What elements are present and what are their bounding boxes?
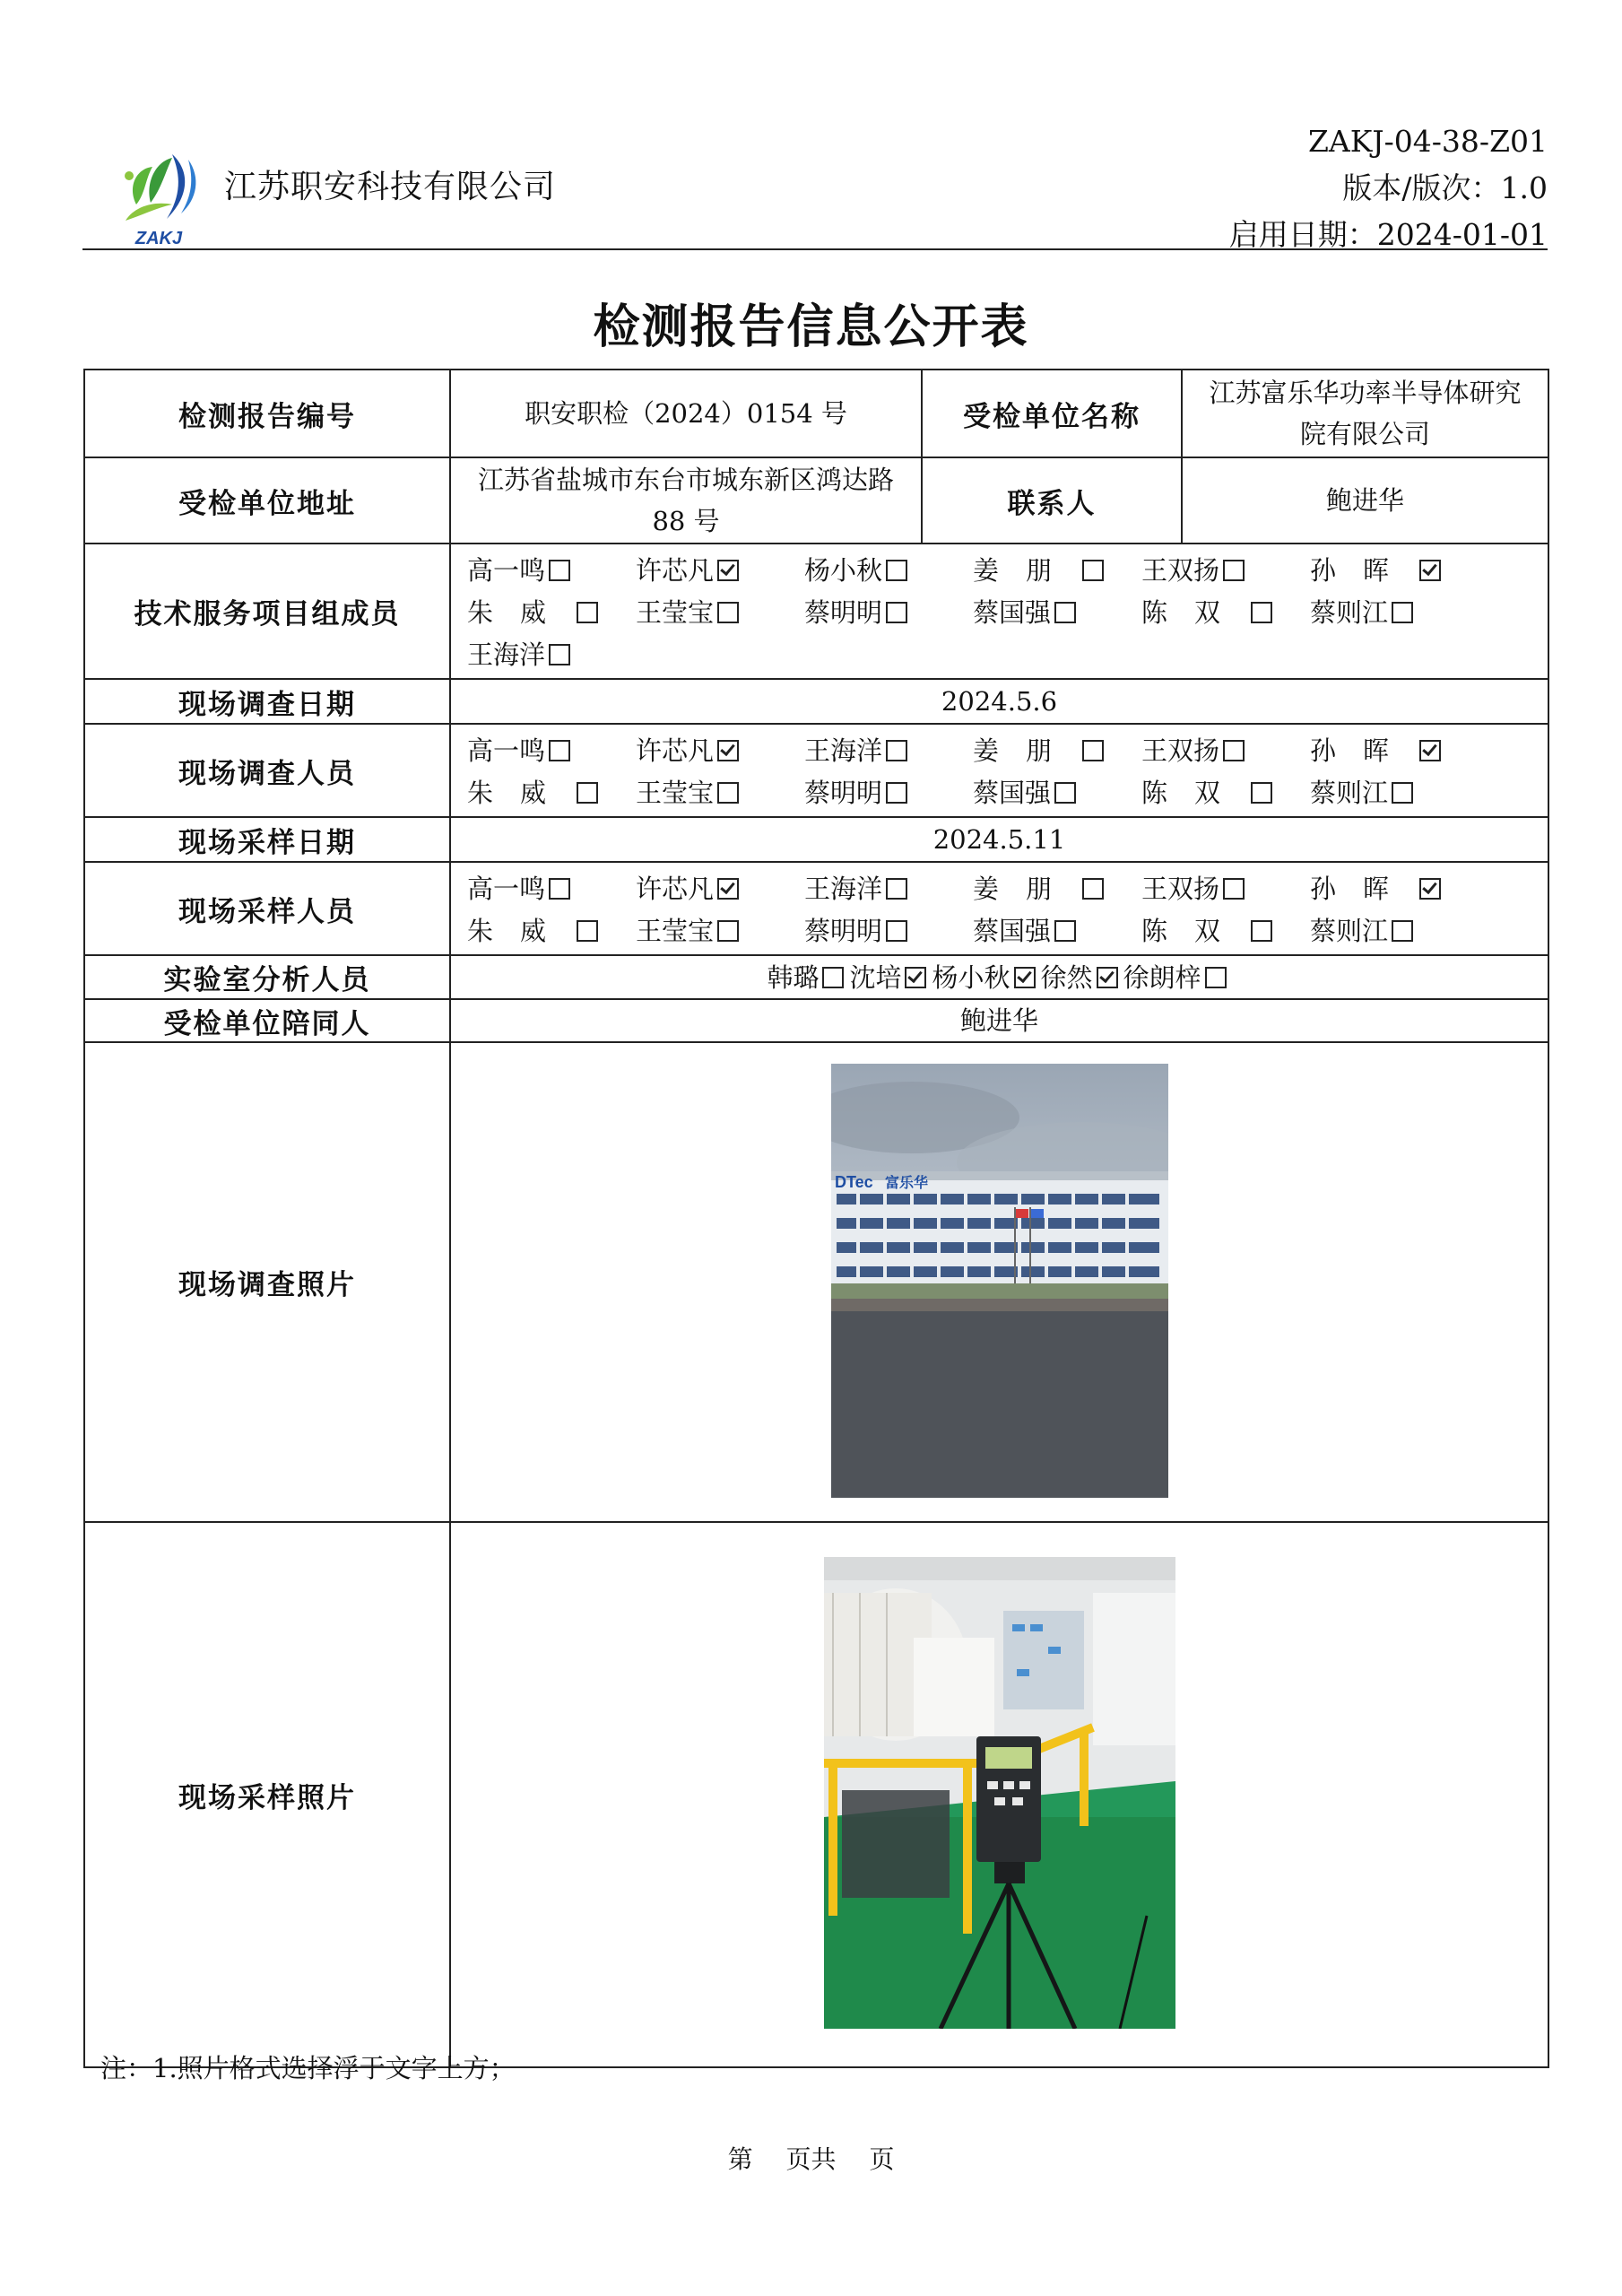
company-logo	[109, 142, 208, 249]
checkbox-unchecked[interactable]	[1251, 602, 1272, 623]
member-item	[1141, 551, 1310, 587]
checkbox-unchecked[interactable]	[1082, 740, 1104, 761]
member-item	[804, 911, 973, 948]
checkbox-unchecked[interactable]	[1223, 878, 1245, 900]
member-name: 陈双	[1141, 778, 1248, 808]
checkbox-unchecked[interactable]	[886, 920, 907, 942]
address-label: 受检单位地址	[84, 457, 450, 544]
page-suffix: 页	[869, 2144, 895, 2174]
checkbox-unchecked[interactable]	[1054, 782, 1076, 804]
member-item	[973, 731, 1141, 768]
table-row	[84, 544, 1548, 679]
member-row	[467, 590, 1548, 632]
doc-code: ZAKJ-04-38-Z01	[1308, 124, 1548, 159]
member-item	[973, 869, 1141, 906]
checkbox-unchecked[interactable]	[886, 740, 907, 761]
member-item	[467, 593, 636, 630]
member-item	[804, 551, 973, 587]
checkbox-unchecked[interactable]	[1205, 967, 1227, 988]
member-item	[1310, 731, 1479, 768]
member-name: 韩璐	[767, 961, 820, 993]
sampling-date-label: 现场采样日期	[84, 817, 450, 862]
member-item	[1141, 773, 1310, 810]
member-item	[1310, 869, 1479, 906]
member-name: 王双扬	[1141, 874, 1220, 904]
checkbox-unchecked[interactable]	[1223, 740, 1245, 761]
member-item	[636, 593, 804, 630]
lab-staff-label: 实验室分析人员	[84, 955, 450, 999]
member-item	[636, 911, 804, 948]
checkbox-checked[interactable]	[1419, 740, 1441, 761]
member-item	[467, 869, 636, 906]
member-item	[1141, 731, 1310, 768]
member-name: 蔡明明	[804, 597, 883, 628]
member-name: 蔡国强	[973, 778, 1052, 808]
member-item	[973, 773, 1141, 810]
checkbox-checked[interactable]	[717, 878, 739, 900]
doc-effective-date: 启用日期：2024-01-01	[1228, 217, 1548, 252]
sampling-staff-members	[450, 862, 1548, 955]
table-row	[84, 679, 1548, 724]
doc-version: 版本/版次：1.0	[1342, 170, 1548, 205]
table-row	[84, 955, 1548, 999]
company-name: 江苏职安科技有限公司	[224, 169, 557, 205]
team-label: 技术服务项目组成员	[84, 544, 450, 679]
contact-label: 联系人	[922, 457, 1182, 544]
checkbox-checked[interactable]	[1419, 560, 1441, 581]
company-value: 江苏富乐华功率半导体研究院有限公司	[1182, 370, 1548, 457]
member-name: 王海洋	[804, 874, 883, 904]
checkbox-checked[interactable]	[717, 740, 739, 761]
member-name: 王莹宝	[636, 916, 715, 946]
member-name: 蔡国强	[973, 916, 1052, 946]
checkbox-checked[interactable]	[905, 967, 926, 988]
address-value: 江苏省盐城市东台市城东新区鸿达路 88 号	[450, 457, 922, 544]
member-item	[636, 731, 804, 768]
checkbox-unchecked[interactable]	[822, 967, 844, 988]
member-name: 姜朋	[973, 555, 1080, 586]
checkbox-checked[interactable]	[717, 560, 739, 581]
member-item	[636, 551, 804, 587]
member-item	[1310, 773, 1479, 810]
member-name: 高一鸣	[467, 874, 546, 904]
member-row	[467, 909, 1548, 951]
member-item	[804, 869, 973, 906]
checkbox-unchecked[interactable]	[577, 782, 598, 804]
table-row	[84, 862, 1548, 955]
member-name: 蔡则江	[1310, 597, 1389, 628]
team-members	[450, 544, 1548, 679]
member-name: 蔡明明	[804, 916, 883, 946]
checkbox-unchecked[interactable]	[886, 878, 907, 900]
sampling-photo-label: 现场采样照片	[84, 1522, 450, 2067]
member-item	[467, 635, 636, 672]
member-name: 王海洋	[467, 639, 546, 670]
checkbox-checked[interactable]	[1014, 967, 1036, 988]
member-name: 孙晖	[1310, 555, 1417, 586]
member-name: 王双扬	[1141, 555, 1220, 586]
table-row	[84, 370, 1548, 457]
checkbox-unchecked[interactable]	[1223, 560, 1245, 581]
table-row	[84, 1042, 1548, 1522]
member-item	[804, 731, 973, 768]
checkbox-unchecked[interactable]	[1054, 602, 1076, 623]
sampling-photo-cell	[450, 1522, 1548, 2067]
checkbox-unchecked[interactable]	[717, 920, 739, 942]
table-row	[84, 457, 1548, 544]
member-item	[467, 773, 636, 810]
member-name: 沈培	[849, 961, 902, 993]
survey-date-label: 现场调查日期	[84, 679, 450, 724]
member-name: 陈双	[1141, 916, 1248, 946]
member-name: 朱威	[467, 778, 574, 808]
member-row	[467, 632, 1548, 674]
member-item	[1310, 911, 1479, 948]
member-name: 高一鸣	[467, 555, 546, 586]
sampling-photo	[824, 1557, 1175, 2029]
logo-text: ZAKJ	[134, 229, 183, 248]
member-item	[849, 962, 926, 993]
member-name: 蔡明明	[804, 778, 883, 808]
escort-label: 受检单位陪同人	[84, 999, 450, 1042]
report-info-table	[83, 369, 1549, 2068]
member-name: 王莹宝	[636, 778, 715, 808]
table-row	[84, 1522, 1548, 2067]
member-name: 许芯凡	[636, 555, 715, 586]
member-name: 高一鸣	[467, 735, 546, 766]
member-name: 许芯凡	[636, 735, 715, 766]
member-name: 王双扬	[1141, 735, 1220, 766]
checkbox-unchecked[interactable]	[886, 602, 907, 623]
survey-staff-label: 现场调查人员	[84, 724, 450, 817]
member-name: 姜朋	[973, 874, 1080, 904]
member-item	[1141, 593, 1310, 630]
member-item	[804, 773, 973, 810]
checkbox-unchecked[interactable]	[886, 560, 907, 581]
member-item	[932, 962, 1035, 993]
page-header	[82, 117, 1548, 252]
checkbox-unchecked[interactable]	[549, 644, 570, 665]
checkbox-unchecked[interactable]	[1392, 782, 1413, 804]
member-item	[1310, 593, 1479, 630]
member-item	[973, 911, 1141, 948]
contact-value: 鲍进华	[1182, 457, 1548, 544]
survey-photo-label: 现场调查照片	[84, 1042, 450, 1522]
checkbox-unchecked[interactable]	[717, 602, 739, 623]
member-row	[467, 770, 1548, 813]
member-name: 王海洋	[804, 735, 883, 766]
member-item	[973, 551, 1141, 587]
member-name: 徐然	[1040, 961, 1093, 993]
checkbox-unchecked[interactable]	[886, 782, 907, 804]
member-item	[767, 962, 844, 993]
member-name: 杨小秋	[932, 961, 1010, 993]
member-name: 杨小秋	[804, 555, 883, 586]
member-item	[1141, 869, 1310, 906]
page-title: 检测报告信息公开表	[593, 300, 1029, 354]
member-item	[467, 731, 636, 768]
member-name: 朱威	[467, 916, 574, 946]
checkbox-unchecked[interactable]	[1082, 878, 1104, 900]
checkbox-unchecked[interactable]	[1082, 560, 1104, 581]
page-middle: 页共	[785, 2144, 837, 2174]
page-number	[0, 2140, 1622, 2176]
report-no-value: 职安职检（2024）0154 号	[450, 370, 922, 457]
member-item	[467, 551, 636, 587]
member-name: 蔡则江	[1310, 916, 1389, 946]
table-row	[84, 724, 1548, 817]
member-name: 朱威	[467, 597, 574, 628]
checkbox-checked[interactable]	[1419, 878, 1441, 900]
company-label: 受检单位名称	[922, 370, 1182, 457]
member-name: 蔡国强	[973, 597, 1052, 628]
report-no-label: 检测报告编号	[84, 370, 450, 457]
member-name: 徐朗梓	[1123, 961, 1201, 993]
member-row	[467, 866, 1548, 909]
member-item	[804, 593, 973, 630]
header-divider	[82, 248, 1548, 250]
svg-text:DTec: DTec	[834, 1172, 873, 1191]
member-name: 许芯凡	[636, 874, 715, 904]
checkbox-unchecked[interactable]	[549, 560, 570, 581]
member-item	[1123, 962, 1227, 993]
checkbox-unchecked[interactable]	[1392, 602, 1413, 623]
checkbox-unchecked[interactable]	[577, 602, 598, 623]
building-sign: 富乐华	[884, 1173, 928, 1191]
member-name: 姜朋	[973, 735, 1080, 766]
member-row	[467, 548, 1548, 590]
escort-value: 鲍进华	[450, 999, 1548, 1042]
survey-staff-members	[450, 724, 1548, 817]
checkbox-unchecked[interactable]	[549, 878, 570, 900]
member-item	[1141, 911, 1310, 948]
member-item	[1041, 962, 1118, 993]
checkbox-checked[interactable]	[1097, 967, 1118, 988]
checkbox-unchecked[interactable]	[1392, 920, 1413, 942]
member-item	[636, 869, 804, 906]
member-item	[1310, 551, 1479, 587]
member-name: 孙晖	[1310, 874, 1417, 904]
checkbox-unchecked[interactable]	[1054, 920, 1076, 942]
table-row	[84, 999, 1548, 1042]
member-item	[973, 593, 1141, 630]
checkbox-unchecked[interactable]	[1251, 782, 1272, 804]
member-name: 蔡则江	[1310, 778, 1389, 808]
survey-photo-cell	[450, 1042, 1548, 1522]
checkbox-unchecked[interactable]	[1251, 920, 1272, 942]
table-row	[84, 817, 1548, 862]
sampling-staff-label: 现场采样人员	[84, 862, 450, 955]
survey-photo	[831, 1064, 1168, 1498]
page-prefix: 第	[727, 2144, 753, 2174]
checkbox-unchecked[interactable]	[717, 782, 739, 804]
sampling-date-value: 2024.5.11	[450, 817, 1548, 862]
member-name: 孙晖	[1310, 735, 1417, 766]
footnote: 注：1.照片格式选择浮于文字上方；	[100, 2053, 516, 2083]
member-item	[467, 911, 636, 948]
member-name: 王莹宝	[636, 597, 715, 628]
member-row	[467, 728, 1548, 770]
member-name: 陈双	[1141, 597, 1248, 628]
lab-staff-members	[450, 955, 1548, 999]
checkbox-unchecked[interactable]	[549, 740, 570, 761]
checkbox-unchecked[interactable]	[577, 920, 598, 942]
member-item	[636, 773, 804, 810]
document-info	[1229, 118, 1548, 258]
survey-date-value: 2024.5.6	[450, 679, 1548, 724]
